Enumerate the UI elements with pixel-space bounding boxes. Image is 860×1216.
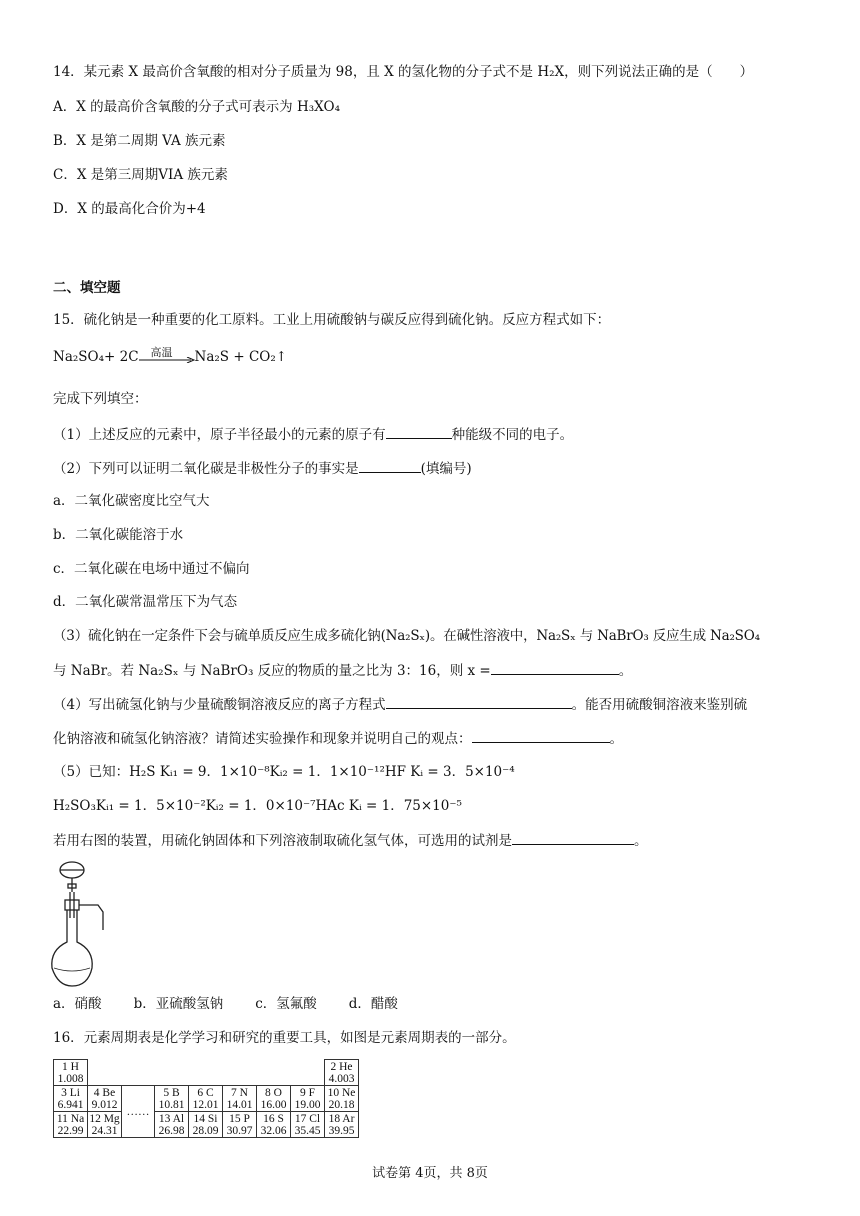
element-cell: 8 O 16.00 [257, 1086, 291, 1112]
q15-part3-line2: 与 NaBr。若 Na₂Sₓ 与 NaBrO₃ 反应的物质的量之比为 3：16，则 x = 。 [53, 663, 633, 679]
q14-stem: 14．某元素 X 最高价含氧酸的相对分子质量为 98，且 X 的氢化物的分子式不是 H₂X，则下列说法正确的是（ ） [53, 64, 754, 80]
element-cell: 6 C 12.01 [189, 1086, 223, 1112]
element-cell: 5 B 10.81 [155, 1086, 189, 1112]
answer-blank[interactable] [472, 729, 610, 743]
element-cell: 7 N 14.01 [223, 1086, 257, 1112]
equation-left: Na₂SO₄+ 2C [53, 349, 139, 365]
q15-part2-option-d: d．二氧化碳常温常压下为气态 [53, 594, 238, 610]
option-a: a．硝酸 [53, 996, 102, 1012]
element-cell: 10 Ne 20.18 [325, 1086, 359, 1112]
gas-generator-apparatus-figure [48, 860, 108, 988]
q15-part2-option-b: b．二氧化碳能溶于水 [53, 527, 184, 543]
section-title: 二、填空题 [53, 280, 121, 296]
q15-part5-line1: （5）已知：H₂S Kᵢ₁ = 9．1×10⁻⁸Kᵢ₂ = 1．1×10⁻¹²HF Kᵢ = 3．5×10⁻⁴ [53, 764, 515, 780]
element-cell: 3 Li 6.941 [54, 1086, 88, 1112]
option-b: b．亚硫酸氢钠 [133, 996, 224, 1012]
table-row [54, 1060, 359, 1086]
q15-part4-line2: 化钠溶液和硫氢化钠溶液？请简述实验操作和现象并说明自己的观点： 。 [53, 731, 623, 747]
table-row [54, 1112, 359, 1138]
element-cell: 1 H 1.008 [54, 1060, 88, 1086]
table-row [54, 1086, 359, 1112]
element-cell: 9 F 19.00 [291, 1086, 325, 1112]
element-cell: 12 Mg 24.31 [89, 1112, 120, 1137]
q16-stem: 16．元素周期表是化学学习和研究的重要工具，如图是元素周期表的一部分。 [53, 1030, 516, 1046]
q14-option-d: D．X 的最高化合价为+4 [53, 201, 206, 217]
q15-equation [53, 348, 287, 366]
q14-option-a: A．X 的最高价含氧酸的分子式可表示为 H₃XO₄ [53, 99, 340, 115]
element-cell: 4 Be 9.012 [88, 1086, 122, 1112]
table-gap: …… [122, 1086, 155, 1138]
q15-part2-option-a: a．二氧化碳密度比空气大 [53, 493, 210, 509]
answer-blank[interactable] [386, 695, 572, 709]
q15-part5-options [53, 995, 398, 1013]
q15-part4-line1: （4）写出硫氢化钠与少量硫酸铜溶液反应的离子方程式 。能否用硫酸铜溶液来鉴别硫 [53, 697, 748, 713]
option-d: d．醋酸 [348, 996, 398, 1012]
reaction-condition: 高温 [150, 346, 173, 359]
element-cell: 13 Al 26.98 [155, 1112, 189, 1138]
q15-part5-line2: H₂SO₃Kᵢ₁ = 1．5×10⁻²Kᵢ₂ = 1．0×10⁻⁷HAc Kᵢ = 1．75×10⁻⁵ [53, 798, 462, 814]
q15-part2: （2）下列可以证明二氧化碳是非极性分子的事实是 (填编号) [53, 461, 472, 477]
q14-option-c: C．X 是第三周期VIA 族元素 [53, 167, 228, 183]
q15-part3-line1: （3）硫化钠在一定条件下会与硫单质反应生成多硫化钠(Na₂Sₓ)。在碱性溶液中，Na₂Sₓ 与 NaBrO₃ 反应生成 Na₂SO₄ [53, 628, 760, 644]
element-cell: 15 P 30.97 [223, 1112, 257, 1138]
element-cell: 11 Na 22.99 [54, 1112, 88, 1138]
equation-right: Na₂S + CO₂↑ [194, 349, 288, 365]
page-footer: 试卷第 4页，共 8页 [372, 1166, 488, 1181]
option-c: c．氢氟酸 [255, 996, 317, 1012]
q15-part1: （1）上述反应的元素中，原子半径最小的元素的原子有 种能级不同的电子。 [53, 427, 574, 443]
answer-blank[interactable] [512, 831, 634, 845]
element-cell: 16 S 32.06 [257, 1112, 291, 1138]
answer-blank[interactable] [359, 459, 421, 473]
element-cell: 2 He 4.003 [325, 1060, 359, 1086]
q15-intro: 完成下列填空： [53, 391, 148, 407]
periodic-table-fragment [53, 1059, 359, 1138]
element-cell: 18 Ar 39.95 [325, 1112, 359, 1138]
element-cell: 14 Si 28.09 [189, 1112, 223, 1138]
element-cell: 17 Cl 35.45 [291, 1112, 325, 1138]
answer-blank[interactable] [386, 425, 452, 439]
q15-part5-line3: 若用右图的装置，用硫化钠固体和下列溶液制取硫化氢气体，可选用的试剂是 。 [53, 833, 648, 849]
arrow-icon [139, 357, 195, 363]
answer-blank[interactable] [491, 661, 619, 675]
q15-part2-option-c: c．二氧化碳在电场中通过不偏向 [53, 561, 250, 577]
reaction-arrow [139, 348, 195, 366]
q14-option-b: B．X 是第二周期 VA 族元素 [53, 133, 226, 149]
q15-stem: 15．硫化钠是一种重要的化工原料。工业上用硫酸钠与碳反应得到硫化钠。反应方程式如下： [53, 312, 611, 328]
